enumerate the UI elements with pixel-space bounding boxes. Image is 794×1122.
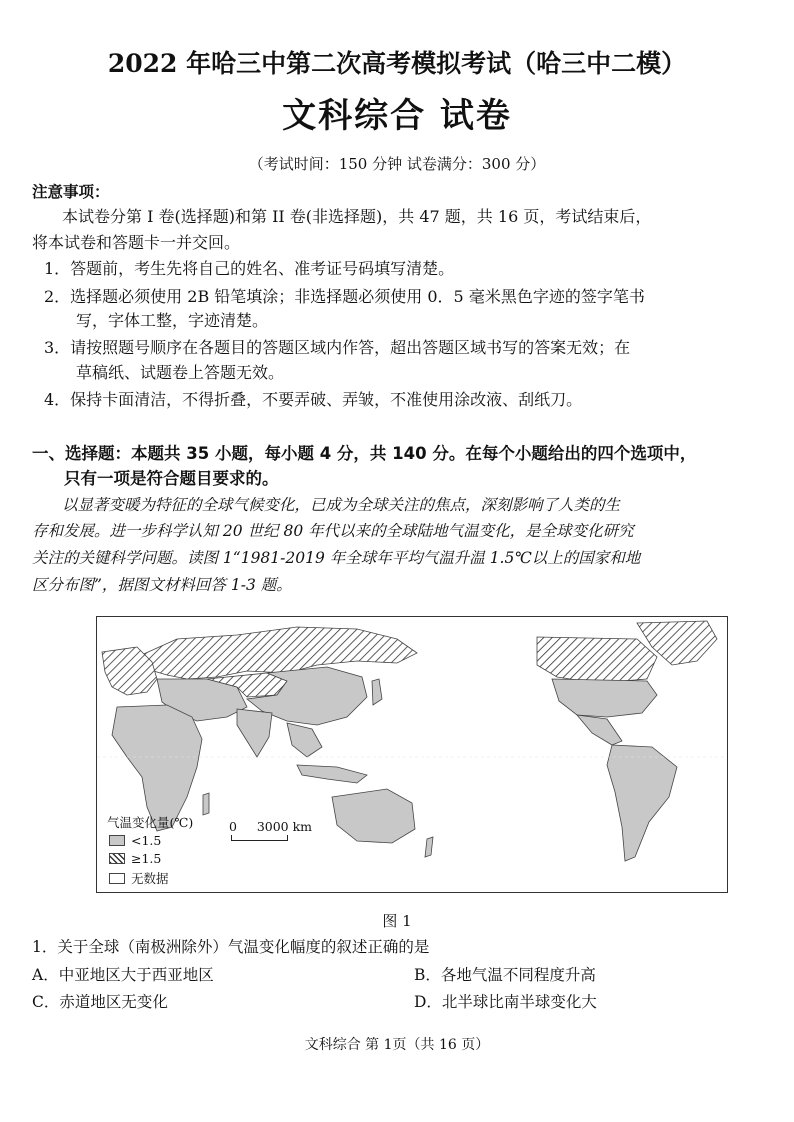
legend-item-nodata <box>109 869 169 887</box>
region-madagascar <box>203 793 209 815</box>
page-footer: 文科综合 第 1页（共 16 页） <box>304 1037 490 1053</box>
notice-item-2-cont: 写，字体工整，字迹清楚。 <box>76 311 269 330</box>
scale-bar <box>231 835 288 841</box>
region-se-asia <box>287 723 322 757</box>
legend-swatch-white <box>109 873 125 884</box>
section-heading-cont: 只有一项是符合题目要求的。 <box>64 469 279 488</box>
notice-heading: 注意事项： <box>32 182 110 201</box>
region-central-america <box>577 715 622 745</box>
notice-item-4: 4．保持卡面清洁，不得折叠，不要弄破、弄皱，不准使用涂改液、刮纸刀。 <box>44 390 583 409</box>
legend-label-nodata: 无数据 <box>131 871 169 886</box>
section-heading: 一、选择题：本题共 35 小题，每小题 4 分，共 140 分。在每个小题给出的四个选项中， <box>32 444 697 463</box>
region-indonesia <box>297 765 367 783</box>
region-usa <box>552 679 657 717</box>
option-a: A．中亚地区大于西亚地区 <box>32 966 214 984</box>
material-line-1: 以显著变暖为特征的全球气候变化，已成为全球关注的焦点，深刻影响了人类的生 <box>62 496 621 514</box>
time-info: （考试时间：150 分钟 试卷满分：300 分） <box>248 155 546 173</box>
notice-item-3-cont: 草稿纸、试题卷上答题无效。 <box>76 363 285 382</box>
legend-label-low: <1.5 <box>131 833 162 848</box>
legend-item-low <box>109 833 161 848</box>
region-new-zealand <box>425 837 433 857</box>
figure-caption: 图 1 <box>382 912 412 930</box>
option-b: B．各地气温不同程度升高 <box>414 966 596 984</box>
exam-subtitle: 文科综合 试卷 <box>282 96 512 136</box>
material-line-2: 存和发展。进一步科学认知 20 世纪 80 年代以来的全球陆地气温变化，是全球变化研究 <box>32 522 634 540</box>
option-d: D．北半球比南半球变化大 <box>414 993 597 1011</box>
region-india <box>237 709 272 757</box>
notice-intro-line2: 将本试卷和答题卡一并交回。 <box>32 233 241 252</box>
option-c: C．赤道地区无变化 <box>32 993 168 1011</box>
legend-label-high: ≥1.5 <box>131 851 162 866</box>
world-map <box>96 616 728 893</box>
legend-title: 气温变化量(℃) <box>107 815 194 830</box>
question-1-stem: 1．关于全球（南极洲除外）气温变化幅度的叙述正确的是 <box>32 938 430 956</box>
material-line-3: 关注的关键科学问题。读图 1“1981-2019 年全球年平均气温升温 1.5℃以上的国家和地 <box>32 549 641 567</box>
legend-swatch-gray <box>109 835 125 846</box>
legend-item-high <box>109 851 161 866</box>
world-map-graphic <box>97 617 727 892</box>
notice-intro-line1: 本试卷分第 I 卷(选择题)和第 II 卷(非选择题)，共 47 题，共 16 页，考试结束后， <box>62 207 652 226</box>
notice-item-3: 3．请按照题号顺序在各题目的答题区域内作答，超出答题区域书写的答案无效；在 <box>44 338 631 357</box>
region-south-america <box>607 745 677 861</box>
region-australia <box>332 789 415 843</box>
scale-label: 0 3000 km <box>229 819 313 834</box>
notice-item-1: 1．答题前，考生先将自己的姓名、准考证号码填写清楚。 <box>44 259 455 278</box>
legend-swatch-hatched <box>109 853 125 864</box>
notice-item-2: 2．选择题必须使用 2B 铅笔填涂；非选择题必须使用 0．5 毫米黑色字迹的签字笔书 <box>44 287 645 306</box>
material-line-4: 区分布图”，据图文材料回答 1-3 题。 <box>32 576 292 594</box>
region-canada-hatched <box>537 637 657 683</box>
region-japan <box>372 679 382 705</box>
exam-title: 2022 年哈三中第二次高考模拟考试（哈三中二模） <box>107 49 687 78</box>
region-russia-hatched <box>137 627 417 679</box>
